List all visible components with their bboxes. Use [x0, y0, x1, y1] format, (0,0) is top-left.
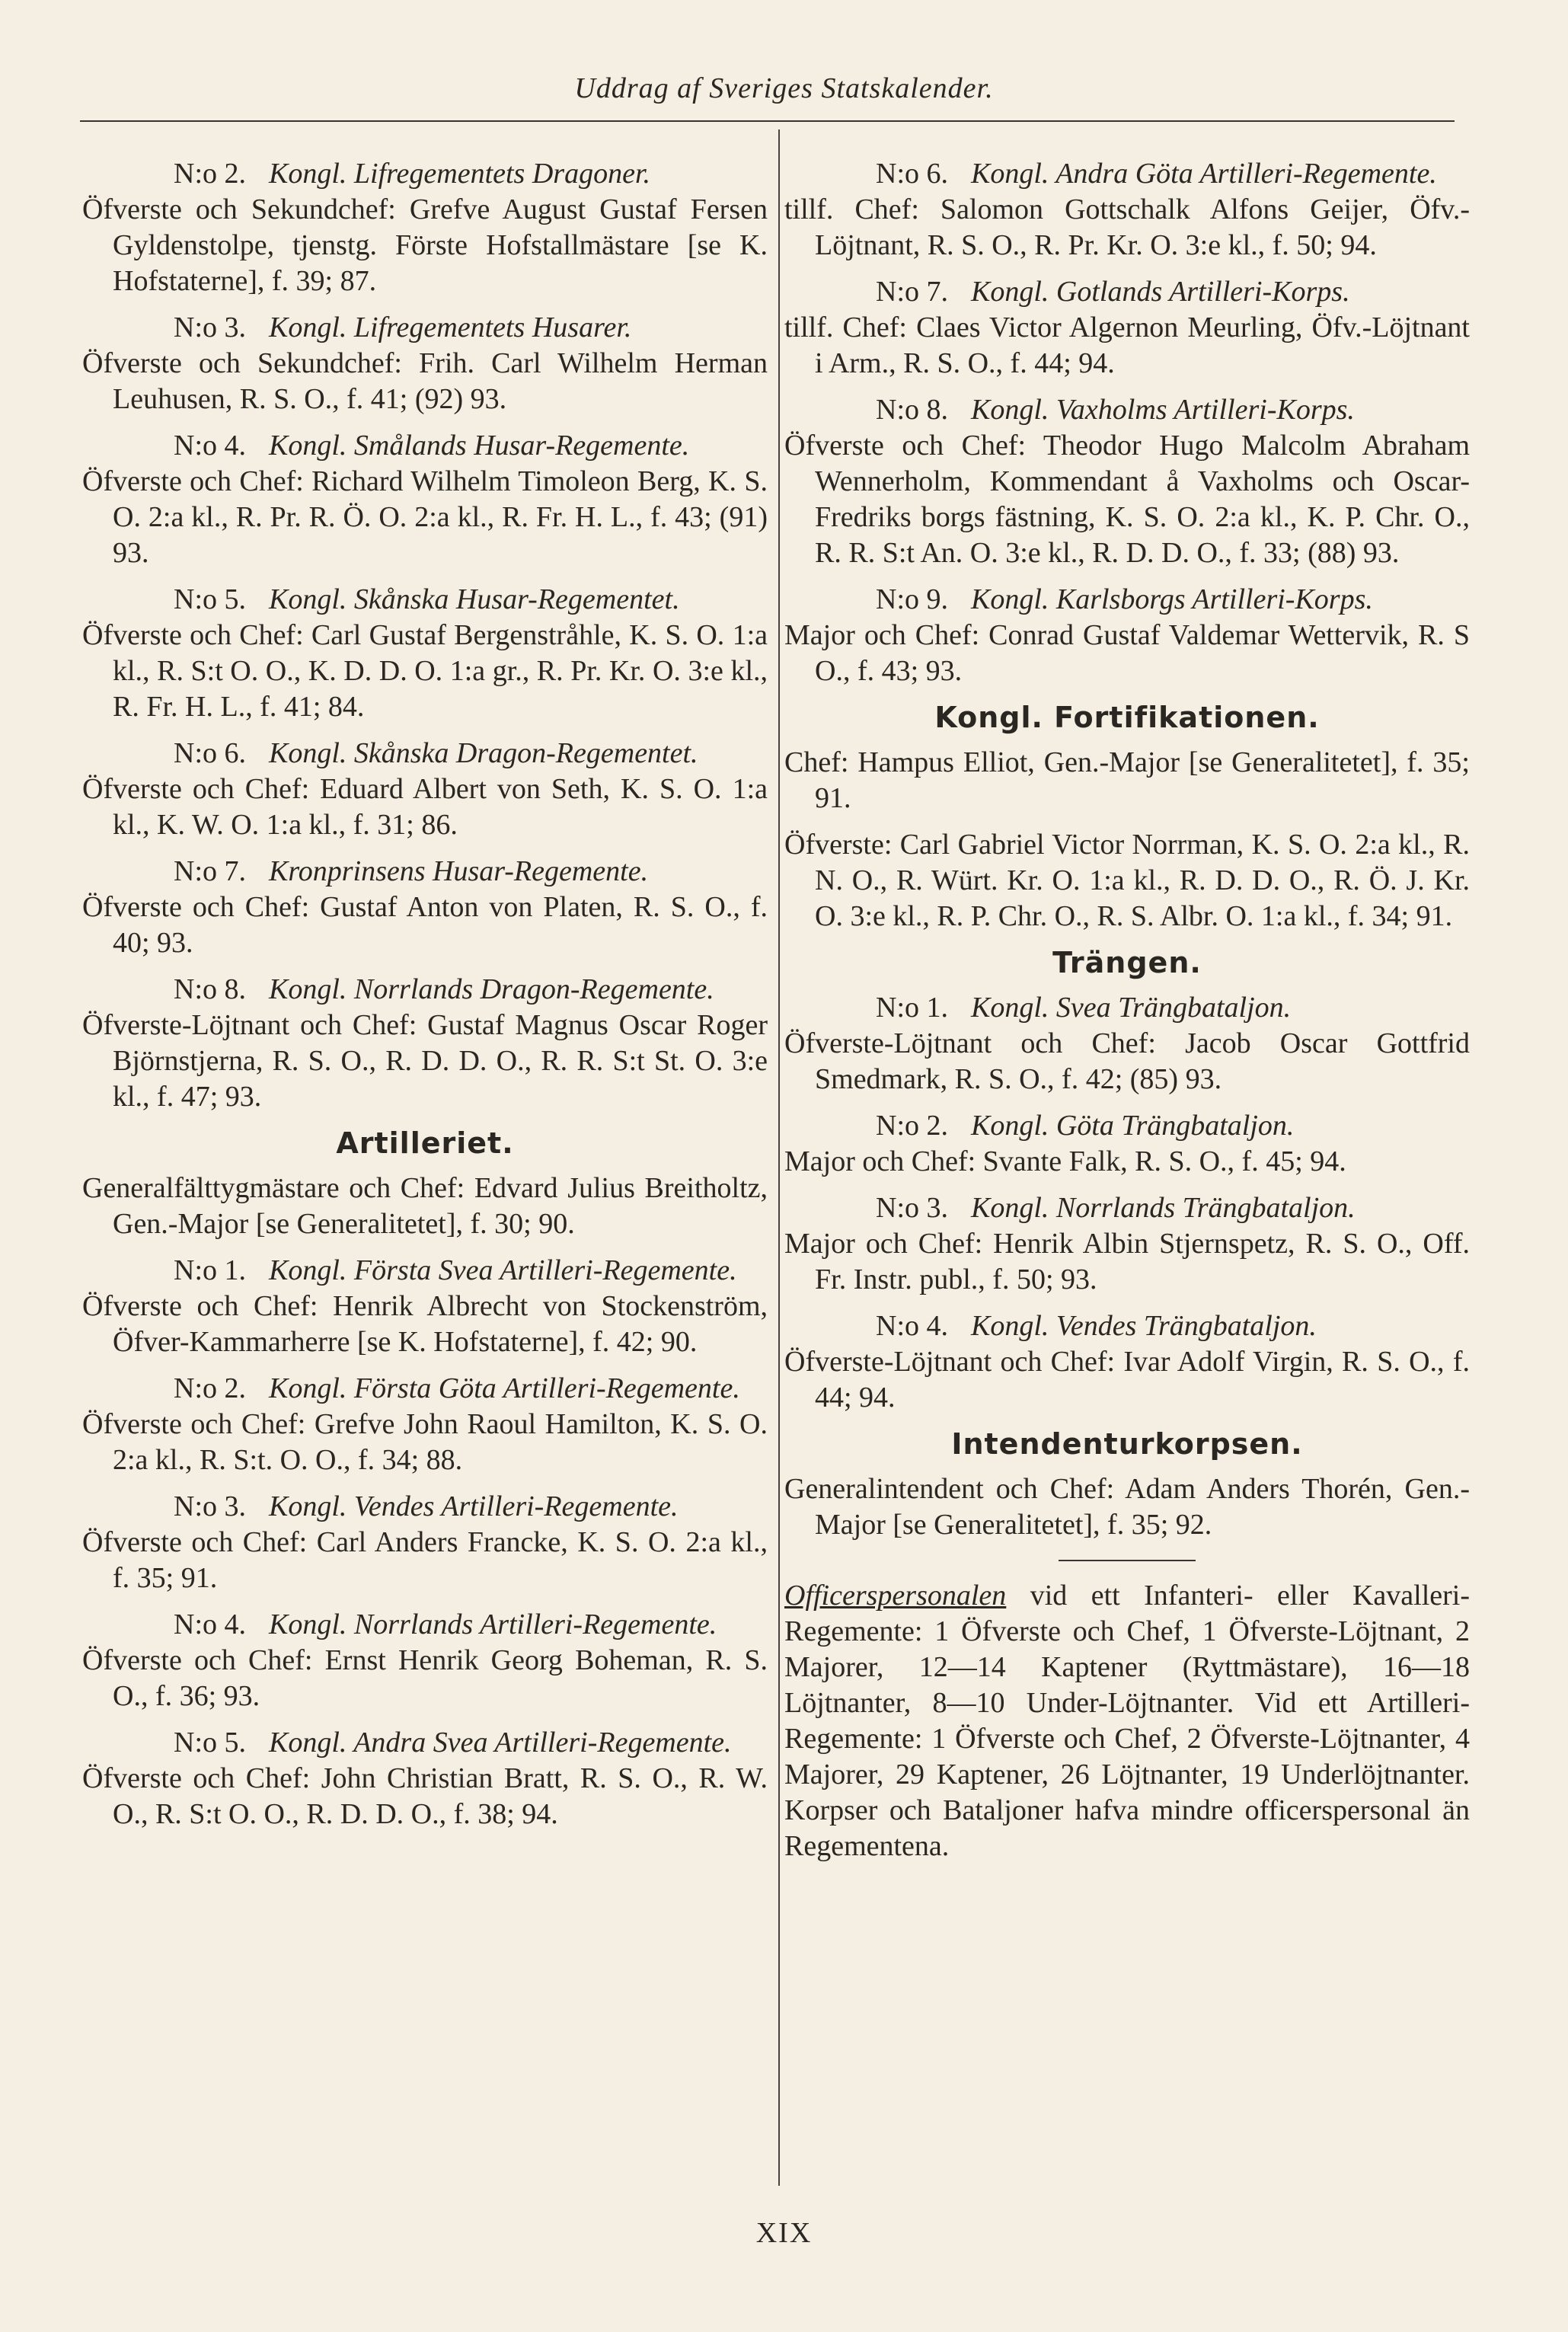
- entry-text: Öfverste och Sekundchef: Frih. Carl Wilhelm Herman Leuhusen, R. S. O., f. 41; (92) 93.: [82, 347, 768, 415]
- regiment-name: Kongl. Första Göta Artilleri-Regemente.: [269, 1372, 740, 1404]
- entry-number: N:o 7.: [174, 855, 246, 887]
- regiment-name: Kongl. Karlsborgs Artilleri-Korps.: [971, 583, 1373, 615]
- footnote-text: vid ett Infanteri- eller Kavalleri-Regemente: 1 Öfverste och Chef, 1 Öfverste-Löjtnant, 2 Majorer, 12—14 Kaptener (Ryttmästare), 16—18 Löjtnanter, 8—10 Under-Löjtnanter. Vid ett Artilleri-Regemente: 1 Öfverste och Chef, 2 Öfverste-Löjtnanter, 4 Majorer, 29 Kaptener, 26 Löjtnanter, 19 Underlöjtnanter. Korpser och Bataljoner hafva mindre officerspersonal än Regementena.: [784, 1580, 1470, 1862]
- entry-heading: [784, 274, 1470, 310]
- entry-skanska-dragon: [82, 736, 768, 843]
- entry-text: Major och Chef: Svante Falk, R. S. O., f. 45; 94.: [784, 1145, 1346, 1177]
- entry-number: N:o 9.: [876, 583, 948, 615]
- entry-heading: [784, 1308, 1470, 1344]
- entry-heading: [82, 1253, 768, 1289]
- entry-art-3: [82, 1489, 768, 1596]
- regiment-name: Kongl. Svea Trängbataljon.: [971, 992, 1292, 1024]
- entry-art-4: [82, 1607, 768, 1714]
- regiment-name: Kongl. Skånska Husar-Regementet.: [269, 583, 680, 615]
- entry-text: tillf. Chef: Claes Victor Algernon Meurling, Öfv.-Löjtnant i Arm., R. S. O., f. 44; 94.: [784, 311, 1470, 379]
- entry-number: N:o 6.: [876, 158, 948, 190]
- regiment-name: Kongl. Lifregementets Husarer.: [269, 311, 632, 343]
- entry-number: N:o 5.: [174, 1727, 246, 1759]
- entry-number: N:o 2.: [876, 1110, 948, 1142]
- footnote: [784, 1578, 1470, 1864]
- entry-text: Öfverste och Chef: Theodor Hugo Malcolm Abraham Wennerholm, Kommendant å Vaxholms och Oscar-Fredriks borgs fästning, K. S. O. 2:a kl., K. P. Chr. O., R. R. S:t An. O. 3:e kl., R. D. D. O., f. 33; (88) 93.: [784, 430, 1470, 569]
- entry-trang-1: [784, 990, 1470, 1097]
- entry-text: tillf. Chef: Salomon Gottschalk Alfons Geijer, Öfv.-Löjtnant, R. S. O., R. Pr. Kr. O. 3:e kl., f. 50; 94.: [784, 193, 1470, 261]
- regiment-name: Kongl. Första Svea Artilleri-Regemente.: [269, 1254, 737, 1286]
- entry-number: N:o 6.: [174, 737, 246, 769]
- section-title-intendentur: Intendenturkorpsen.: [951, 1427, 1303, 1461]
- entry-art-2: [82, 1371, 768, 1478]
- entry-number: N:o 4.: [174, 1608, 246, 1640]
- section-title-artilleriet: Artilleriet.: [336, 1126, 514, 1160]
- entry-norrlands-dragon: [82, 972, 768, 1115]
- left-column: [82, 156, 768, 1843]
- regiment-name: Kongl. Vendes Artilleri-Regemente.: [269, 1490, 679, 1522]
- regiment-name: Kongl. Andra Göta Artilleri-Regemente.: [971, 158, 1437, 190]
- entry-heading: [82, 1725, 768, 1761]
- entry-art-6: [784, 156, 1470, 264]
- entry-text: Öfverste-Löjtnant och Chef: Jacob Oscar Gottfrid Smedmark, R. S. O., f. 42; (85) 93.: [784, 1027, 1470, 1095]
- entry-heading: [784, 1108, 1470, 1144]
- entry-heading: [82, 1607, 768, 1643]
- entry-lifreg-husarer: [82, 310, 768, 417]
- fortifikationen-ofverste: Öfverste: Carl Gabriel Victor Norrman, K. S. O. 2:a kl., R. N. O., R. Würt. Kr. O. 1:a kl., R. D. D. O., R. Ö. J. Kr. O. 3:e kl., R. P. Chr. O., R. S. Albr. O. 1:a kl., f. 34; 91.: [784, 829, 1470, 932]
- fortifikationen-chef: Chef: Hampus Elliot, Gen.-Major [se Generalitetet], f. 35; 91.: [784, 746, 1470, 814]
- entry-heading: [82, 1489, 768, 1525]
- entry-heading: [784, 990, 1470, 1026]
- entry-art-1: [82, 1253, 768, 1360]
- entry-number: N:o 2.: [174, 1372, 246, 1404]
- entry-number: N:o 3.: [174, 311, 246, 343]
- footnote-lead: Officerspersonalen: [784, 1580, 1007, 1612]
- entry-heading: [784, 582, 1470, 618]
- entry-trang-2: [784, 1108, 1470, 1180]
- entry-heading: [82, 1371, 768, 1407]
- entry-text: Öfverste och Chef: Carl Anders Francke, K. S. O. 2:a kl., f. 35; 91.: [82, 1526, 768, 1594]
- entry-text: Major och Chef: Conrad Gustaf Valdemar Wettervik, R. S O., f. 43; 93.: [784, 619, 1470, 687]
- entry-number: N:o 7.: [876, 276, 948, 308]
- regiment-name: Kongl. Norrlands Trängbataljon.: [971, 1192, 1356, 1224]
- entry-skanska-husar: [82, 582, 768, 725]
- entry-text: Öfverste och Chef: Grefve John Raoul Hamilton, K. S. O. 2:a kl., R. S:t. O. O., f. 34; 88.: [82, 1408, 768, 1476]
- entry-text: Öfverste och Chef: John Christian Bratt, R. S. O., R. W. O., R. S:t O. O., R. D. D. O., f. 38; 94.: [82, 1762, 768, 1830]
- regiment-name: Kongl. Norrlands Artilleri-Regemente.: [269, 1608, 717, 1640]
- entry-text: Öfverste och Chef: Richard Wilhelm Timoleon Berg, K. S. O. 2:a kl., R. Pr. R. Ö. O. 2:a kl., R. Fr. H. L., f. 43; (91) 93.: [82, 465, 768, 569]
- entry-text: Öfverste och Chef: Henrik Albrecht von Stockenström, Öfver-Kammarherre [se K. Hofstaterne], f. 42; 90.: [82, 1290, 768, 1358]
- entry-text: Öfverste-Löjtnant och Chef: Gustaf Magnus Oscar Roger Björnstjerna, R. S. O., R. D. D. O., R. R. S:t St. O. 3:e kl., f. 47; 93.: [82, 1009, 768, 1113]
- entry-number: N:o 2.: [174, 158, 246, 190]
- section-title-trangen: Trängen.: [1052, 946, 1202, 979]
- section-title-fortifikationen: Kongl. Fortifikationen.: [934, 701, 1320, 734]
- entry-trang-3: [784, 1190, 1470, 1298]
- entry-text: Öfverste och Chef: Carl Gustaf Bergenstråhle, K. S. O. 1:a kl., R. S:t O. O., K. D. D. O. 1:a gr., R. Pr. Kr. O. 3:e kl., R. Fr. H. L., f. 41; 84.: [82, 619, 768, 723]
- entry-number: N:o 1.: [876, 992, 948, 1024]
- entry-text: Öfverste och Sekundchef: Grefve August Gustaf Fersen Gyldenstolpe, tjenstg. Förste Hofstallmästare [se K. Hofstaterne], f. 39; 87.: [82, 193, 768, 297]
- entry-art-7: [784, 274, 1470, 382]
- entry-art-9: [784, 582, 1470, 689]
- entry-kronprinsens-husar: [82, 854, 768, 961]
- entry-text: Öfverste och Chef: Gustaf Anton von Platen, R. S. O., f. 40; 93.: [82, 891, 768, 959]
- entry-heading: [82, 310, 768, 346]
- entry-text: Major och Chef: Henrik Albin Stjernspetz, R. S. O., Off. Fr. Instr. publ., f. 50; 93.: [784, 1228, 1470, 1295]
- entry-number: N:o 8.: [876, 394, 948, 426]
- column-divider: [778, 129, 780, 2186]
- entry-number: N:o 4.: [174, 430, 246, 462]
- regiment-name: Kongl. Vendes Trängbataljon.: [971, 1310, 1317, 1342]
- regiment-name: Kongl. Smålands Husar-Regemente.: [269, 430, 690, 462]
- entry-number: N:o 3.: [876, 1192, 948, 1224]
- entry-number: N:o 5.: [174, 583, 246, 615]
- regiment-name: Kongl. Skånska Dragon-Regementet.: [269, 737, 698, 769]
- entry-text: Öfverste-Löjtnant och Chef: Ivar Adolf Virgin, R. S. O., f. 44; 94.: [784, 1346, 1470, 1414]
- regiment-name: Kongl. Gotlands Artilleri-Korps.: [971, 276, 1350, 308]
- entry-heading: [82, 854, 768, 890]
- entry-heading: [784, 1190, 1470, 1226]
- entry-heading: [82, 582, 768, 618]
- running-head: Uddrag af Sveriges Statskalender.: [574, 72, 994, 104]
- section-rule: [1059, 1560, 1196, 1561]
- regiment-name: Kongl. Göta Trängbataljon.: [971, 1110, 1295, 1142]
- entry-heading: [784, 392, 1470, 428]
- regiment-name: Kongl. Lifregementets Dragoner.: [269, 158, 651, 190]
- entry-heading: [82, 972, 768, 1008]
- page-number: XIX: [755, 2217, 813, 2249]
- header-rule: [80, 120, 1455, 122]
- regiment-name: Kongl. Andra Svea Artilleri-Regemente.: [269, 1727, 732, 1759]
- entry-heading: [82, 428, 768, 464]
- entry-number: N:o 1.: [174, 1254, 246, 1286]
- entry-smalands-husar: [82, 428, 768, 571]
- entry-lifreg-dragoner: [82, 156, 768, 299]
- entry-text: Öfverste och Chef: Eduard Albert von Seth, K. S. O. 1:a kl., K. W. O. 1:a kl., f. 31; 86.: [82, 773, 768, 841]
- entry-number: N:o 8.: [174, 973, 246, 1005]
- entry-heading: [82, 156, 768, 192]
- entry-heading: [82, 736, 768, 771]
- regiment-name: Kronprinsens Husar-Regemente.: [269, 855, 649, 887]
- entry-text: Öfverste och Chef: Ernst Henrik Georg Boheman, R. S. O., f. 36; 93.: [82, 1644, 768, 1712]
- right-column: [784, 156, 1470, 1864]
- entry-art-5: [82, 1725, 768, 1832]
- intendentur-text: Generalintendent och Chef: Adam Anders Thorén, Gen.-Major [se Generalitetet], f. 35; 92.: [784, 1473, 1470, 1541]
- entry-trang-4: [784, 1308, 1470, 1416]
- entry-number: N:o 3.: [174, 1490, 246, 1522]
- entry-art-8: [784, 392, 1470, 571]
- artilleriet-intro: Generalfälttygmästare och Chef: Edvard Julius Breitholtz, Gen.-Major [se Generalitetet], f. 30; 90.: [82, 1172, 768, 1240]
- regiment-name: Kongl. Vaxholms Artilleri-Korps.: [971, 394, 1355, 426]
- regiment-name: Kongl. Norrlands Dragon-Regemente.: [269, 973, 714, 1005]
- entry-heading: [784, 156, 1470, 192]
- entry-number: N:o 4.: [876, 1310, 948, 1342]
